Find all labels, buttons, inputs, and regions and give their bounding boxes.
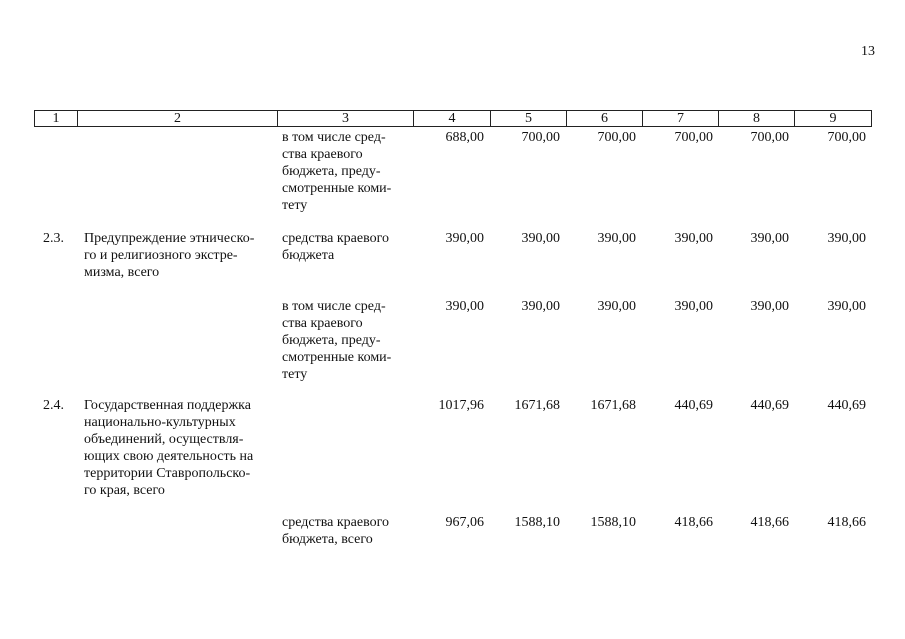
row-source: средства краевого бюджета	[282, 231, 389, 263]
value-col-5: 1588,10	[514, 515, 560, 530]
value-col-6: 390,00	[597, 299, 636, 314]
value-col-5: 1671,68	[514, 398, 560, 413]
value-col-5: 700,00	[521, 130, 560, 145]
page-number: 13	[861, 44, 875, 59]
header-col-6: 6	[566, 110, 643, 127]
header-col-9: 9	[794, 110, 872, 127]
value-col-7: 700,00	[674, 130, 713, 145]
header-col-8: 8	[718, 110, 795, 127]
value-col-4: 390,00	[445, 231, 484, 246]
value-col-8: 390,00	[750, 299, 789, 314]
value-col-8: 440,69	[750, 398, 789, 413]
row-number: 2.4.	[43, 398, 64, 413]
row-name: Государственная поддержка национально-культурных объединений, осуществля- ющих свою деятельность на территории Ставропольско- го края, всего	[84, 398, 254, 498]
value-col-4: 390,00	[445, 299, 484, 314]
value-col-5: 390,00	[521, 231, 560, 246]
header-col-7: 7	[642, 110, 719, 127]
value-col-9: 390,00	[827, 299, 866, 314]
value-col-4: 688,00	[445, 130, 484, 145]
row-number: 2.3.	[43, 231, 64, 246]
value-col-4: 1017,96	[438, 398, 484, 413]
row-source: средства краевого бюджета, всего	[282, 515, 389, 547]
row-name: Предупреждение этническо- го и религиозного экстре- мизма, всего	[84, 231, 255, 280]
value-col-9: 700,00	[827, 130, 866, 145]
value-col-9: 390,00	[827, 231, 866, 246]
value-col-7: 440,69	[674, 398, 713, 413]
value-col-9: 440,69	[827, 398, 866, 413]
value-col-6: 1588,10	[590, 515, 636, 530]
value-col-7: 418,66	[674, 515, 713, 530]
header-col-4: 4	[413, 110, 491, 127]
value-col-7: 390,00	[674, 231, 713, 246]
header-col-1: 1	[34, 110, 78, 127]
value-col-8: 700,00	[750, 130, 789, 145]
value-col-8: 418,66	[750, 515, 789, 530]
value-col-4: 967,06	[445, 515, 484, 530]
row-source: в том числе сред- ства краевого бюджета, преду- смотренные коми- тету	[282, 299, 392, 382]
value-col-6: 1671,68	[590, 398, 636, 413]
row-source: в том числе сред- ства краевого бюджета, преду- смотренные коми- тету	[282, 130, 392, 213]
value-col-9: 418,66	[827, 515, 866, 530]
value-col-5: 390,00	[521, 299, 560, 314]
value-col-7: 390,00	[674, 299, 713, 314]
header-col-3: 3	[277, 110, 414, 127]
value-col-6: 700,00	[597, 130, 636, 145]
header-col-2: 2	[77, 110, 278, 127]
header-col-5: 5	[490, 110, 567, 127]
value-col-6: 390,00	[597, 231, 636, 246]
value-col-8: 390,00	[750, 231, 789, 246]
